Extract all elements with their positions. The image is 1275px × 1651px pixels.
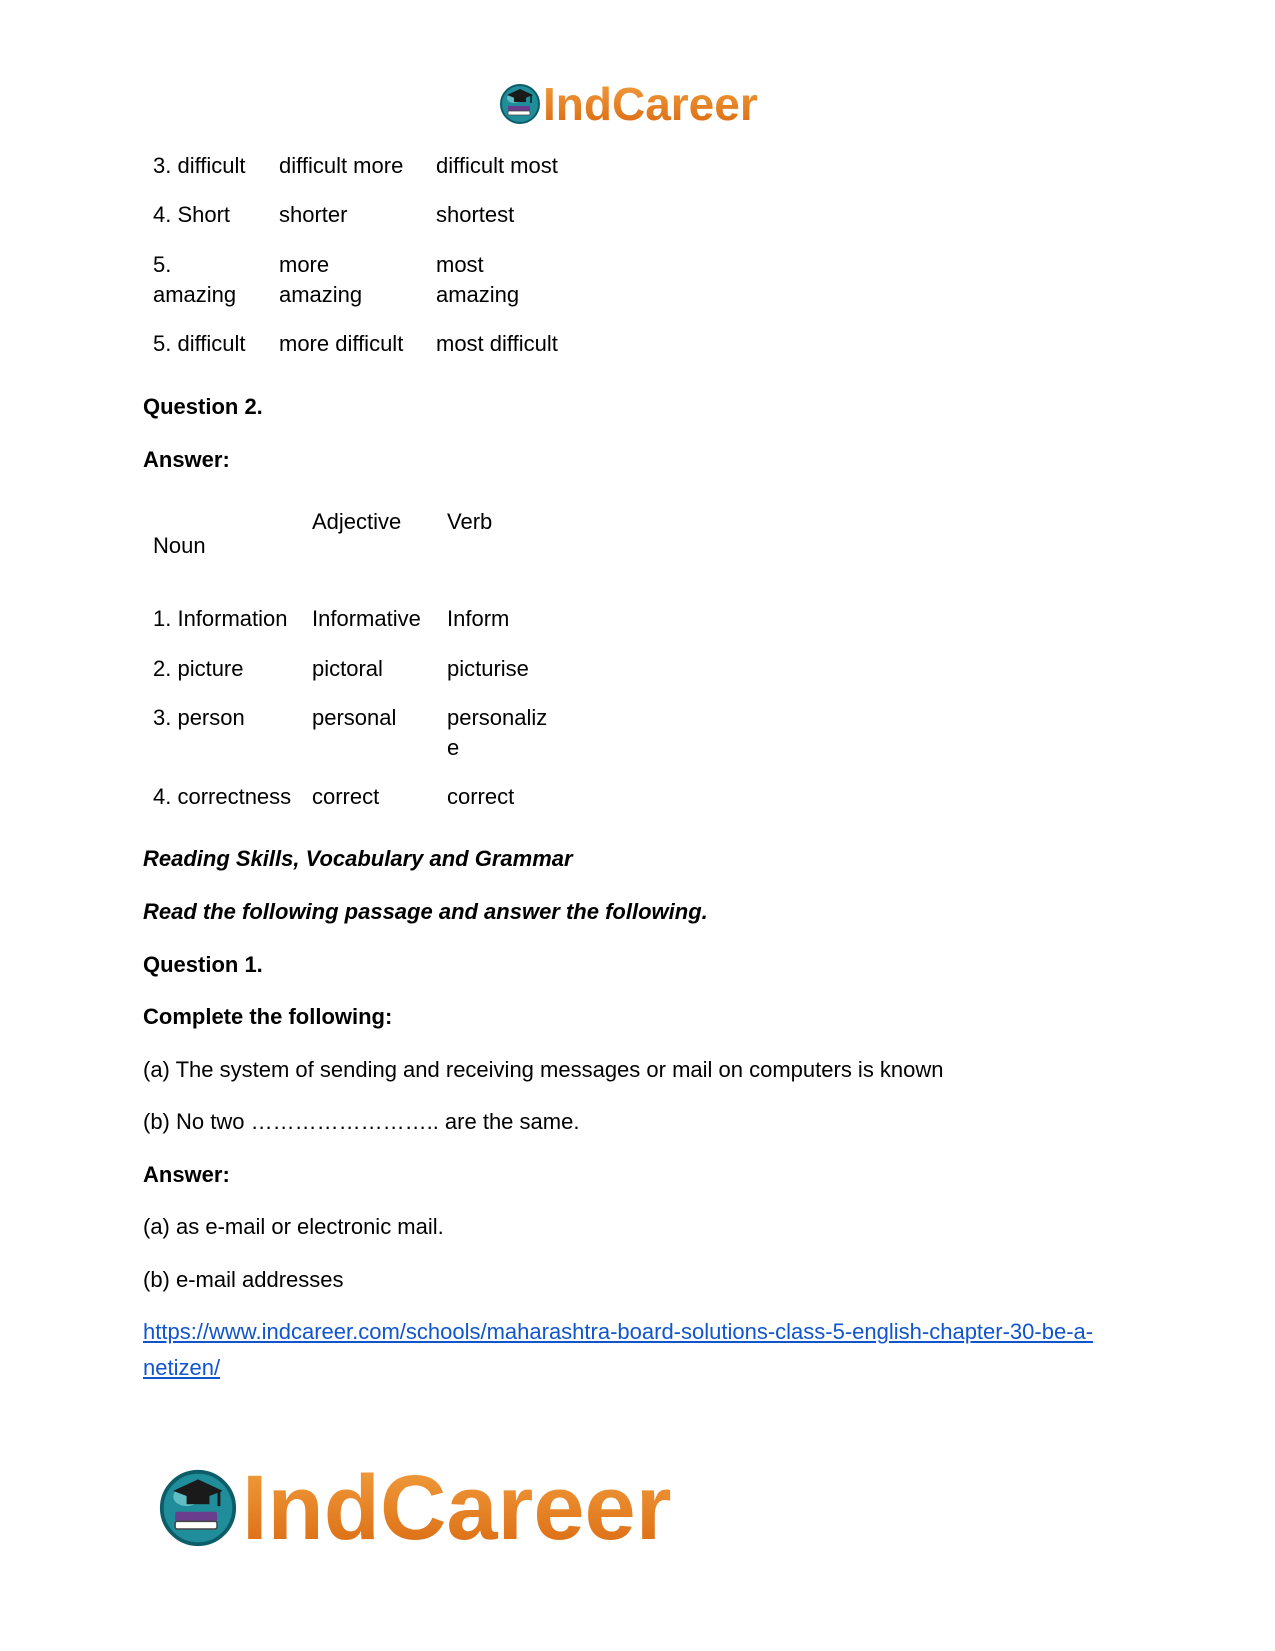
graduation-globe-icon [158, 1468, 238, 1548]
section-heading: Reading Skills, Vocabulary and Grammar [143, 846, 573, 871]
question-heading: Question 2. [143, 394, 263, 419]
table-cell: 2. picture [153, 656, 244, 681]
answer-item: (a) as e-mail or electronic mail. [143, 1214, 444, 1239]
table-cell: amazing [436, 282, 520, 307]
table-cell: 5. difficult [153, 331, 246, 356]
table-cell: amazing [153, 282, 237, 307]
table-cell: difficult most [436, 153, 558, 178]
table-cell: Informative [312, 606, 421, 631]
table-cell: personaliz [447, 705, 548, 730]
table-cell: most difficult [436, 331, 558, 356]
question-prompt: Complete the following: [143, 1004, 393, 1029]
table-cell: difficult more [279, 153, 404, 178]
table-cell: pictoral [312, 656, 383, 681]
column-header-verb: Verb [447, 509, 493, 534]
table-cell: more [279, 252, 330, 277]
table-cell: 1. Information [153, 606, 288, 631]
table-cell: correct [312, 784, 380, 809]
question-heading: Question 1. [143, 952, 263, 977]
indcareer-logo-bottom [158, 1456, 672, 1559]
table-cell: most [436, 252, 484, 277]
table-cell: picturise [447, 656, 529, 681]
indcareer-logo-top [499, 80, 758, 128]
table-cell: 3. person [153, 705, 245, 730]
table-cell: e [447, 735, 460, 760]
source-link[interactable]: https://www.indcareer.com/schools/maharashtra-board-solutions-class-5-english-chapter-30-be-a-netizen/ [143, 1319, 1094, 1380]
logo-wordmark: IndCareer [242, 1456, 672, 1559]
table-cell: amazing [279, 282, 363, 307]
logo-wordmark: IndCareer [543, 78, 758, 130]
table-cell: shorter [279, 202, 348, 227]
table-cell: personal [312, 705, 397, 730]
section-instruction: Read the following passage and answer the following. [143, 899, 708, 924]
table-cell: Inform [447, 606, 510, 631]
table-cell: more difficult [279, 331, 404, 356]
column-header-noun: Noun [153, 533, 206, 558]
table-cell: correct [447, 784, 515, 809]
table-cell: 4. Short [153, 202, 231, 227]
answer-item: (b) e-mail addresses [143, 1267, 344, 1292]
column-header-adjective: Adjective [312, 509, 402, 534]
table-cell: 3. difficult [153, 153, 246, 178]
table-cell: shortest [436, 202, 515, 227]
table-cell: 5. [153, 252, 172, 277]
answer-label: Answer: [143, 1162, 230, 1187]
graduation-globe-icon [499, 83, 541, 125]
question-item: (a) The system of sending and receiving messages or mail on computers is known [143, 1057, 944, 1082]
answer-label: Answer: [143, 447, 230, 472]
table-cell: 4. correctness [153, 784, 292, 809]
question-item: (b) No two …………………….. are the same. [143, 1109, 580, 1134]
